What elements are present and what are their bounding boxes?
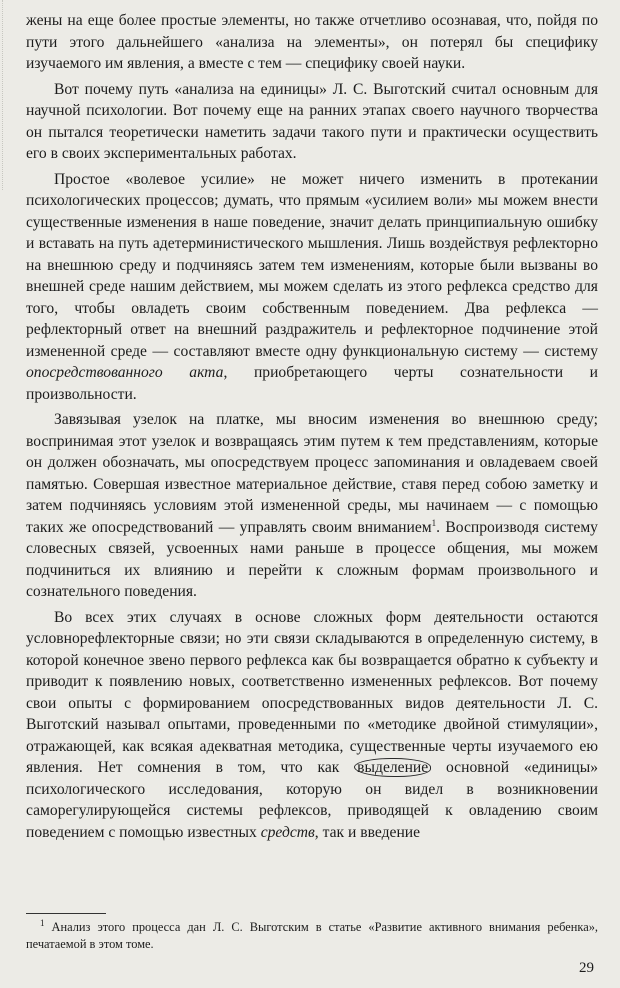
footnote-text: Анализ этого процесса дан Л. С. Выготским в статье «Развитие активного внимания ребенка», печатаемой в этом томе. <box>26 920 598 951</box>
text-segment: основной «единицы» психологического исследования, которую он видел в возникновении саморегулирующейся системы рефлексов, приводящей к овладению своим поведением с помощью известных <box>26 759 598 841</box>
text-segment: , приобретающего черты сознательности и произвольности. <box>26 364 598 403</box>
text-segment: Во всех этих случаях в основе сложных форм деятельности остаются условнорефлекторные связи; но эти связи складываются в определенную систему, в которой конечное звено первого рефлекса как бы возвращается обратно к субъекту и приводит к появлению новых, соответственно измененных рефлексов. Вот почему свои опыты с формированием опосредствованных видов деятельности Л. С. Выготский называл опытами, проведенными по «методике двойной стимуляции», отражающей, как всякая адекватная методика, существенные черты изучаемого ею явления. Нет сомнения в том, что как <box>26 608 598 776</box>
footnote-marker: 1 <box>40 917 45 928</box>
paragraph <box>26 409 598 603</box>
margin-pencil-marks <box>2 0 17 190</box>
text-segment: , так и введение <box>314 823 421 841</box>
text-segment: Завязывая узелок на платке, мы вносим изменения во внешнюю среду; воспринимая этот узелок и возвращаясь этим путем к тем представлениям, которые он должен обозначать, мы опосредствуем процесс запоминания и овладеваем своей памятью. Совершая известное материальное действие, ставя перед собою заметку и затем подчиняясь условиям этой измененной среды, мы начинаем — с помощью таких же опосредствований — управлять своим вниманием <box>26 411 598 536</box>
circled-word: выделение <box>354 758 431 777</box>
text-segment: Вот почему путь «анализа на единицы» Л. С. Выготский считал основным для научной психологии. Вот почему еще на ранних этапах своего научного творчества он пытался теоретически наметить задачи такого пути и практически осуществить его в своих экспериментальных работах. <box>26 80 598 162</box>
text-segment: . Воспроизводя систему словесных связей, усвоенных нами раньше в процессе общения, мы можем подчиниться их влиянию и перейти к сложным формам произвольного и сознательного поведения. <box>26 518 598 600</box>
text-segment: средств <box>260 823 315 841</box>
paragraph <box>26 607 598 844</box>
footnote-rule <box>26 913 106 914</box>
paragraph <box>26 79 598 165</box>
main-text <box>26 10 598 843</box>
text-segment: Простое «волевое усилие» не может ничего изменить в протекании психологических процессов; думать, что прямым «усилием воли» мы можем внести существенные изменения в наше поведение, значит делать принципиальную ошибку и вставать на путь адетерминистического мышления. Лишь воздействуя рефлекторно на внешнюю среду и подчиняясь затем тем изменениям, которые были вызваны во внешней среде нашим действием, мы можем сделать из этого рефлекса средство для того, чтобы овладеть своим собственным поведением. Два рефлекса — рефлекторный ответ на внешний раздражитель и рефлекторное подчинение этой измененной среде — составляют вместе одну функциональную систему — систему <box>26 170 598 360</box>
paragraph <box>26 169 598 406</box>
text-segment: жены на еще более простые элементы, но также отчетливо осознавая, что, пойдя по пути этого дальнейшего «анализа на элементы», он потерял бы специфику изучаемого им явления, а вместе с тем — специфику своей науки. <box>26 12 598 72</box>
page-number: 29 <box>579 960 594 976</box>
footnote <box>26 919 598 953</box>
paragraph <box>26 10 598 75</box>
text-segment: опосредствованного акта <box>26 364 224 381</box>
footnote-reference: 1 <box>431 517 437 528</box>
